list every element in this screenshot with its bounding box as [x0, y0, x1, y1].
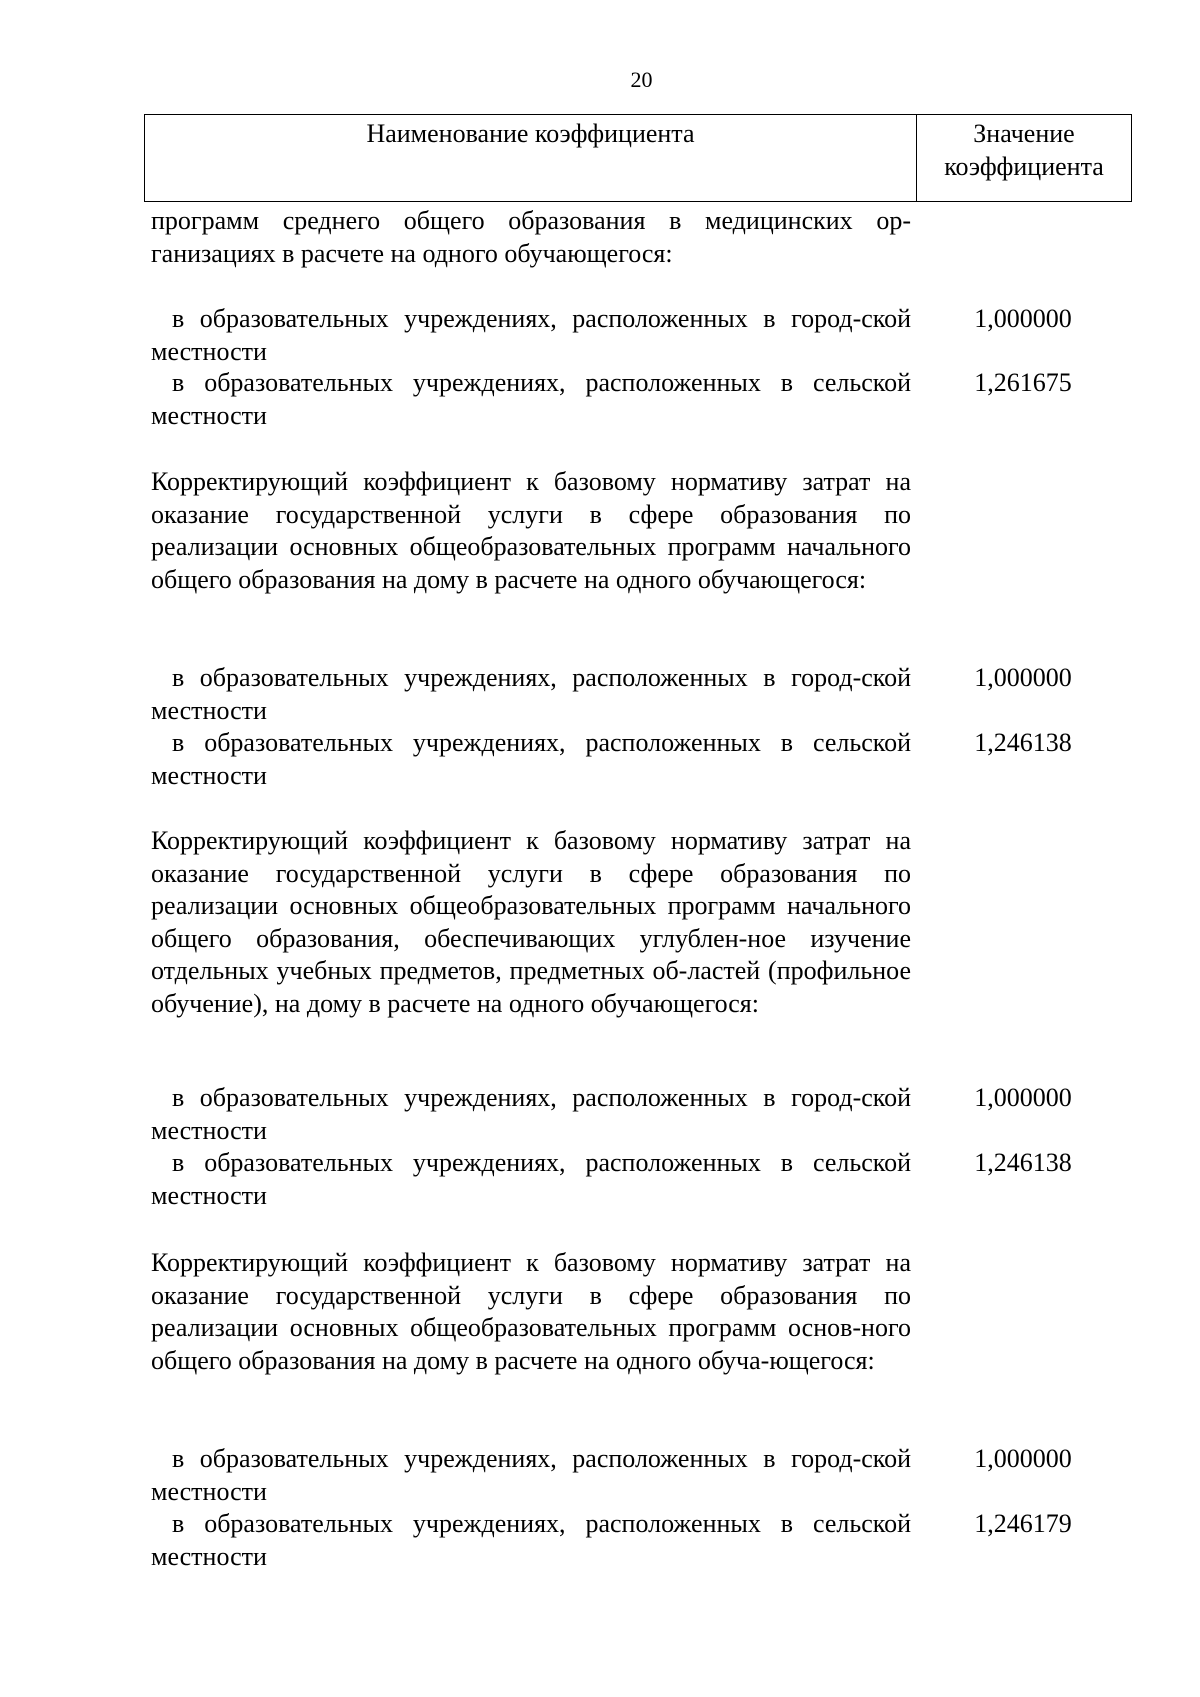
row-label-urban: в образовательных учреждениях, расположенных в город-ской местности [151, 304, 911, 366]
row-label-rural: в образовательных учреждениях, расположенных в сельской местности [151, 728, 911, 790]
row-value-urban: 1,000000 [974, 304, 1072, 333]
row-label-rural: в образовательных учреждениях, расположенных в сельской местности [151, 1148, 911, 1210]
row-label-urban: в образовательных учреждениях, расположенных в город-ской местности [151, 1083, 911, 1145]
column-header-name: Наименование коэффициента [145, 115, 917, 201]
row-value-rural: 1,261675 [974, 368, 1072, 397]
row-value-rural: 1,246179 [974, 1509, 1072, 1538]
block-intro: Корректирующий коэффициент к базовому нормативу затрат на оказание государственной услуги в сфере образования по реализации основных общеобразовательных программ начального общего образования на дому в расчете на одного обучающегося: [151, 467, 911, 594]
table-header [144, 114, 1132, 202]
row-value-urban: 1,000000 [974, 663, 1072, 692]
row-value-rural: 1,246138 [974, 1148, 1072, 1177]
row-value-urban: 1,000000 [974, 1444, 1072, 1473]
row-label-urban: в образовательных учреждениях, расположенных в город-ской местности [151, 1444, 911, 1506]
row-label-rural: в образовательных учреждениях, расположенных в сельской местности [151, 368, 911, 430]
page-number: 20 [630, 67, 653, 92]
block-intro: Корректирующий коэффициент к базовому нормативу затрат на оказание государственной услуги в сфере образования по реализации основных общеобразовательных программ начального общего образования, обеспечивающих углублен-ное изучение отдельных учебных предметов, предметных об-ластей (профильное обучение), на дому в расчете на одного обучающегося: [151, 826, 911, 1018]
column-header-value-line1: Значение [973, 119, 1075, 148]
row-value-urban: 1,000000 [974, 1083, 1072, 1112]
block-intro: программ среднего общего образования в медицинских ор-ганизациях в расчете на одного обучающегося: [151, 206, 911, 268]
row-value-rural: 1,246138 [974, 728, 1072, 757]
block-intro: Корректирующий коэффициент к базовому нормативу затрат на оказание государственной услуги в сфере образования по реализации основных общеобразовательных программ основ-ного общего образования на дому в расчете на одного обуча-ющегося: [151, 1248, 911, 1375]
column-header-value [917, 115, 1131, 203]
row-label-urban: в образовательных учреждениях, расположенных в город-ской местности [151, 663, 911, 725]
row-label-rural: в образовательных учреждениях, расположенных в сельской местности [151, 1509, 911, 1571]
column-header-value-line2: коэффициента [944, 152, 1104, 181]
